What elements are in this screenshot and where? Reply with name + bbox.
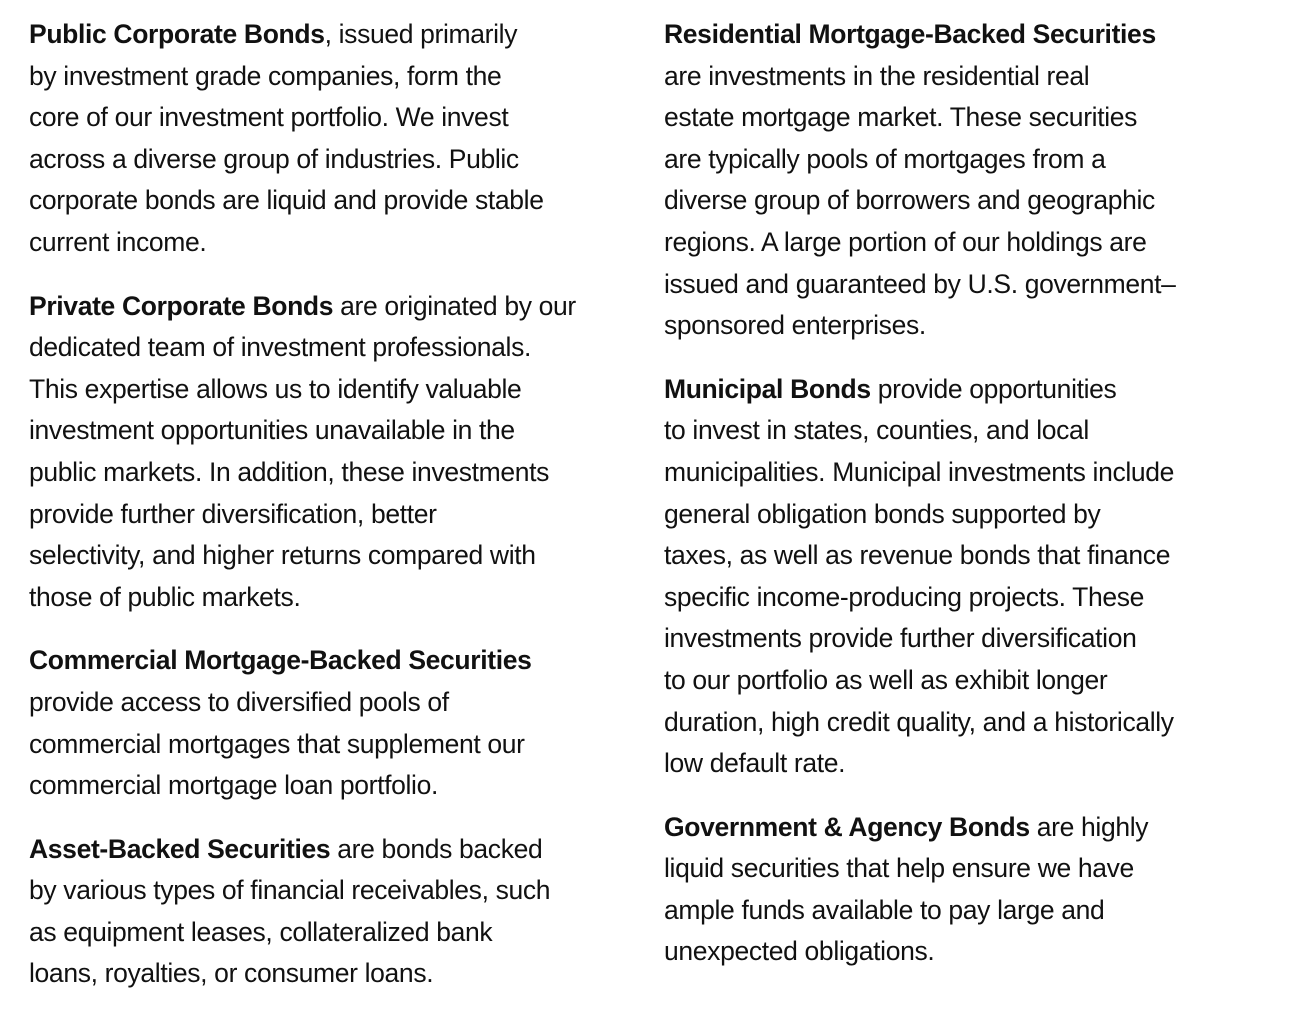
paragraph-line: investments provide further diversification — [664, 623, 1137, 654]
left-column — [29, 14, 629, 1017]
paragraph-line: liquid securities that help ensure we have — [664, 853, 1134, 884]
paragraph-line: provide opportunities — [870, 373, 1117, 404]
paragraph-line: corporate bonds are liquid and provide stable — [29, 185, 544, 216]
paragraph-line: issued and guaranteed by U.S. government– — [664, 268, 1176, 299]
paragraph-line: taxes, as well as revenue bonds that finance — [664, 540, 1171, 571]
paragraph-line: estate mortgage market. These securities — [664, 102, 1138, 133]
paragraph-line: provide access to diversified pools of — [29, 686, 449, 717]
government-agency-bonds-paragraph — [664, 807, 1264, 973]
paragraph-line: are typically pools of mortgages from a — [664, 143, 1106, 174]
paragraph-line: specific income-producing projects. These — [664, 581, 1145, 612]
paragraph-line: current income. — [29, 226, 207, 257]
paragraph-line: selectivity, and higher returns compared with — [29, 540, 536, 571]
paragraph-line: are highly — [1029, 811, 1149, 842]
paragraph-line: investment opportunities unavailable in the — [29, 415, 515, 446]
public-corporate-bonds-paragraph — [29, 14, 629, 264]
paragraph-line: , issued primarily — [324, 19, 518, 49]
paragraph-line: to invest in states, counties, and local — [664, 415, 1089, 446]
paragraph-term: Residential Mortgage-Backed Securities — [664, 19, 1156, 49]
paragraph-line: general obligation bonds supported by — [664, 498, 1101, 529]
paragraph-term: Commercial Mortgage-Backed Securities — [29, 645, 532, 676]
paragraph-line: commercial mortgage loan portfolio. — [29, 770, 438, 801]
paragraph-line: This expertise allows us to identify valuable — [29, 373, 522, 404]
paragraph-term: Public Corporate Bonds — [29, 19, 325, 49]
paragraph-line: core of our investment portfolio. We invest — [29, 102, 509, 133]
private-corporate-bonds-paragraph — [29, 286, 629, 619]
paragraph-line: regions. A large portion of our holdings are — [664, 226, 1147, 257]
paragraph-line: are bonds backed — [330, 833, 543, 864]
paragraph-term: Government & Agency Bonds — [664, 811, 1030, 842]
paragraph-term: Municipal Bonds — [664, 373, 871, 404]
paragraph-line: diverse group of borrowers and geographic — [664, 185, 1155, 216]
municipal-bonds-paragraph — [664, 369, 1264, 785]
asset-backed-securities-paragraph — [29, 829, 629, 995]
paragraph-line: are originated by our — [333, 290, 576, 321]
paragraph-term: Private Corporate Bonds — [29, 290, 334, 321]
paragraph-line: are investments in the residential real — [664, 60, 1090, 91]
paragraph-line: municipalities. Municipal investments include — [664, 456, 1175, 487]
paragraph-line: to our portfolio as well as exhibit longer — [664, 664, 1108, 695]
paragraph-line: ample funds available to pay large and — [664, 894, 1105, 925]
paragraph-term: Asset-Backed Securities — [29, 833, 331, 864]
paragraph-line: loans, royalties, or consumer loans. — [29, 958, 434, 989]
paragraph-line: by investment grade companies, form the — [29, 60, 502, 91]
commercial-mbs-paragraph — [29, 640, 629, 806]
residential-mbs-paragraph — [664, 14, 1264, 347]
paragraph-line: duration, high credit quality, and a historically — [664, 706, 1174, 737]
paragraph-line: across a diverse group of industries. Public — [29, 143, 519, 174]
right-column — [664, 14, 1264, 995]
paragraph-line: unexpected obligations. — [664, 936, 935, 967]
paragraph-line: commercial mortgages that supplement our — [29, 728, 525, 759]
paragraph-line: those of public markets. — [29, 581, 301, 612]
paragraph-line: low default rate. — [664, 748, 846, 779]
paragraph-line: sponsored enterprises. — [664, 310, 926, 341]
paragraph-line: provide further diversification, better — [29, 498, 437, 529]
paragraph-line: by various types of financial receivables, such — [29, 875, 551, 906]
paragraph-line: public markets. In addition, these investments — [29, 456, 550, 487]
paragraph-line: dedicated team of investment professionals. — [29, 332, 531, 363]
paragraph-line: as equipment leases, collateralized bank — [29, 916, 493, 947]
